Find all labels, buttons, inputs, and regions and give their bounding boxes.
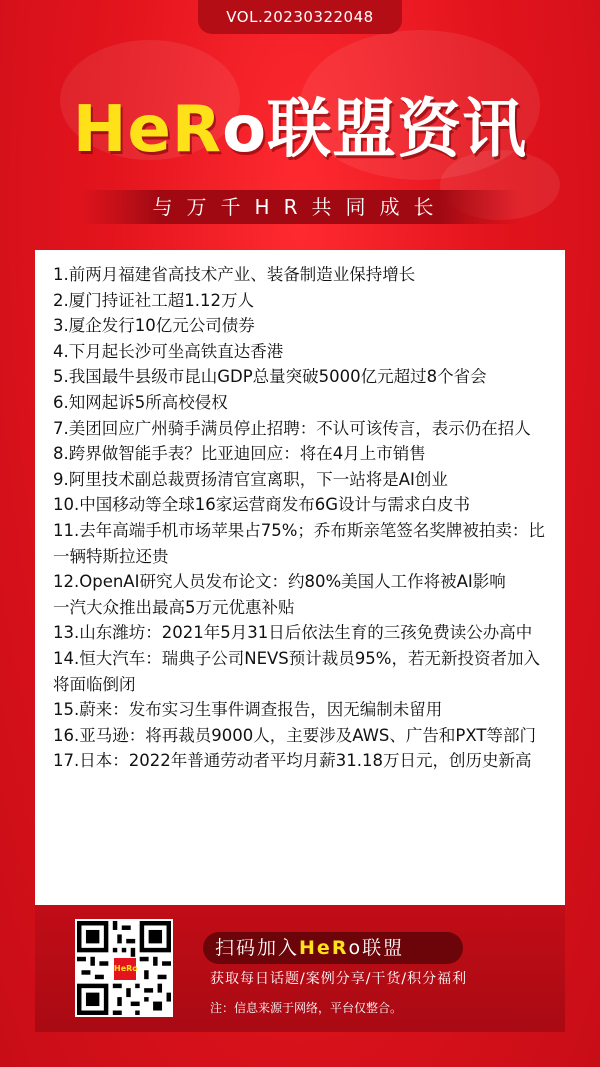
list-item: 4.下月起长沙可坐高铁直达香港 bbox=[53, 341, 284, 361]
list-item: 14.恒大汽车：瑞典子公司NEVS预计裁员95%，若无新投资者加入将面临倒闭 bbox=[53, 648, 540, 694]
subtitle: 与万千HR共同成长 bbox=[80, 190, 520, 224]
qr-logo: HeRo bbox=[113, 957, 137, 981]
news-list bbox=[35, 250, 565, 774]
volume-label: VOL.20230322048 bbox=[198, 0, 402, 34]
footer-banner bbox=[35, 905, 565, 1032]
list-item: 1.前两月福建省高技术产业、装备制造业保持增长 bbox=[53, 265, 416, 284]
list-item: 一汽大众推出最高5万元优惠补贴 bbox=[53, 597, 295, 617]
benefits-text: 获取每日话题/案例分享/干货/积分福利 bbox=[210, 971, 468, 987]
qr-code-image[interactable] bbox=[75, 919, 173, 1017]
list-item: 9.阿里技术副总裁贾扬清官宣离职，下一站将是AI创业 bbox=[53, 469, 448, 489]
list-item: 2.厦门持证社工超1.12万人 bbox=[53, 290, 254, 310]
news-card bbox=[35, 250, 565, 905]
brand-he: He bbox=[72, 93, 172, 167]
list-item: 7.美团回应广州骑手满员停止招聘：不认可该传言，表示仍在招人 bbox=[53, 418, 531, 438]
join-brand-o: o bbox=[348, 937, 363, 959]
list-item: 10.中国移动等全球16家运营商发布6G设计与需求白皮书 bbox=[53, 495, 471, 515]
brand-r: R bbox=[171, 93, 223, 167]
list-item: 12.OpenAI研究人员发布论文：约80%美国人工作将被AI影响 bbox=[53, 572, 506, 592]
list-item: 16.亚马逊：将再裁员9000人，主要涉及AWS、广告和PXT等部门 bbox=[53, 725, 536, 745]
join-suffix: 联盟 bbox=[362, 937, 405, 959]
brand-o: o bbox=[222, 93, 268, 167]
title-rest: 联盟资讯 bbox=[267, 93, 528, 167]
list-item: 3.厦企发行10亿元公司债券 bbox=[53, 316, 255, 336]
list-item: 8.跨界做智能手表？比亚迪回应：将在4月上市销售 bbox=[53, 444, 426, 464]
join-prefix: 扫码加入 bbox=[215, 937, 300, 959]
page-title bbox=[0, 78, 600, 170]
list-item: 13.山东潍坊：2021年5月31日后依法生育的三孩免费读公办高中 bbox=[53, 623, 533, 643]
join-brand-he: He bbox=[299, 937, 332, 959]
join-brand-r: R bbox=[331, 937, 349, 959]
list-item: 5.我国最牛县级市昆山GDP总量突破5000亿元超过8个省会 bbox=[53, 367, 487, 387]
list-item: 6.知网起诉5所高校侵权 bbox=[53, 392, 228, 412]
join-banner bbox=[203, 932, 463, 964]
list-item: 15.蔚来：发布实习生事件调查报告，因无编制未留用 bbox=[53, 700, 443, 720]
list-item: 17.日本：2022年普通劳动者平均月薪31.18万日元，创历史新高 bbox=[53, 751, 532, 771]
source-note: 注：信息来源于网络，平台仅整合。 bbox=[210, 1001, 403, 1015]
list-item: 11.去年高端手机市场苹果占75%；乔布斯亲笔签名奖牌被拍卖：比一辆特斯拉还贵 bbox=[53, 520, 545, 566]
